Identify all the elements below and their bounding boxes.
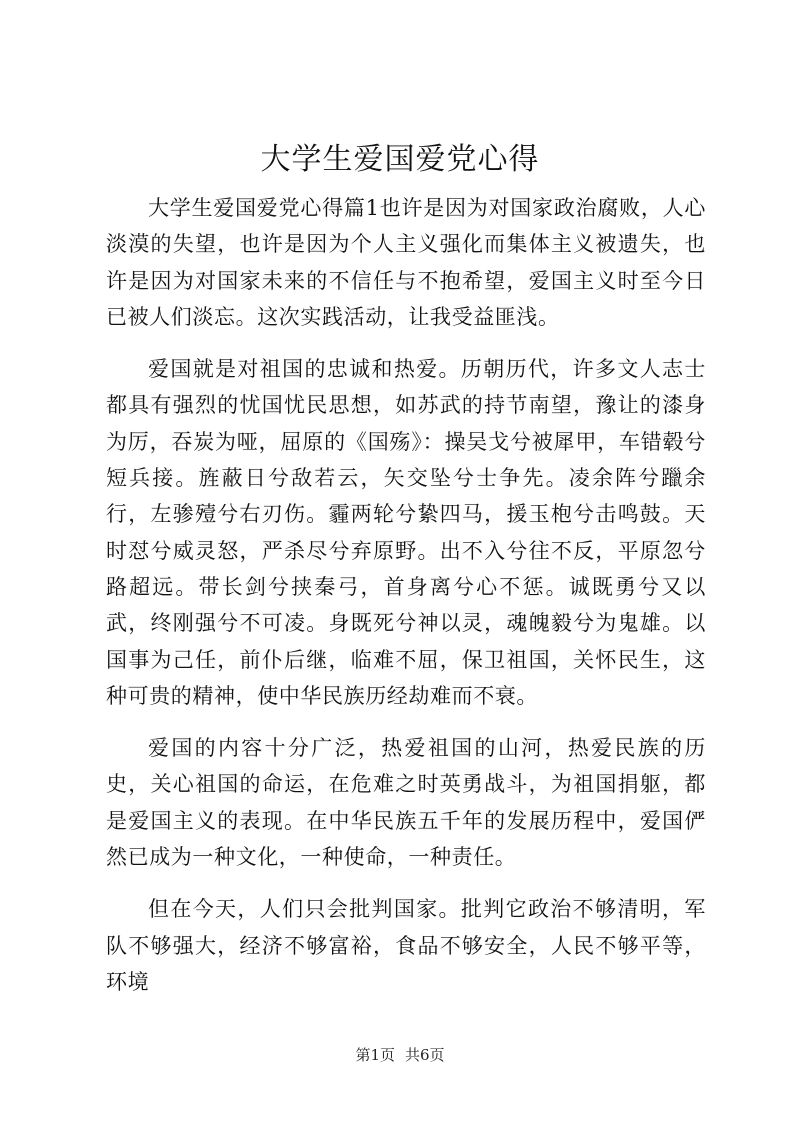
paragraph-4: 但在今天，人们只会批判国家。批判它政治不够清明，军队不够强大，经济不够富裕，食品不够安全，人民不够平等，环境	[106, 897, 706, 994]
paragraph-2: 爱国就是对祖国的忠诚和热爱。历朝历代，许多文人志士都具有强烈的忧国忧民思想，如苏武的持节南望，豫让的漆身为厉，吞炭为哑，屈原的《国殇》：操吴戈兮被犀甲，车错毂兮短兵接。旌蔽日兮敌若云，矢交坠兮士争先。凌余阵兮躐余行，左骖殪兮右刃伤。霾两轮兮絷四马，援玉枹兮击鸣鼓。天时怼兮威灵怒，严杀尽兮弃原野。出不入兮往不反，平原忽兮路超远。带长剑兮挟秦弓，首身离兮心不惩。诚既勇兮又以武，终刚强兮不可凌。身既死兮神以灵，魂魄毅兮为鬼雄。以国事为己任，前仆后继，临难不屈，保卫祖国，关怀民生，这种可贵的精神，使中华民族历经劫难而不衰。	[106, 357, 706, 708]
document-body	[106, 190, 706, 1016]
document-title: 大学生爱国爱党心得	[260, 142, 540, 177]
page-number: 第1页	[355, 1046, 395, 1064]
paragraph-1: 大学生爱国爱党心得篇1也许是因为对国家政治腐败，人心淡漠的失望，也许是因为个人主义强化而集体主义被遗失，也许是因为对国家未来的不信任与不抱希望，爱国主义时至今日已被人们淡忘。这次实践活动，让我受益匪浅。	[106, 196, 706, 329]
page-total: 共6页	[405, 1046, 445, 1064]
page-footer	[0, 1045, 800, 1065]
paragraph-3: 爱国的内容十分广泛，热爱祖国的山河，热爱民族的历史，关心祖国的命运，在危难之时英勇战斗，为祖国捐躯，都是爱国主义的表现。在中华民族五千年的发展历程中，爱国俨然已成为一种文化，一种使命，一种责任。	[106, 736, 706, 870]
